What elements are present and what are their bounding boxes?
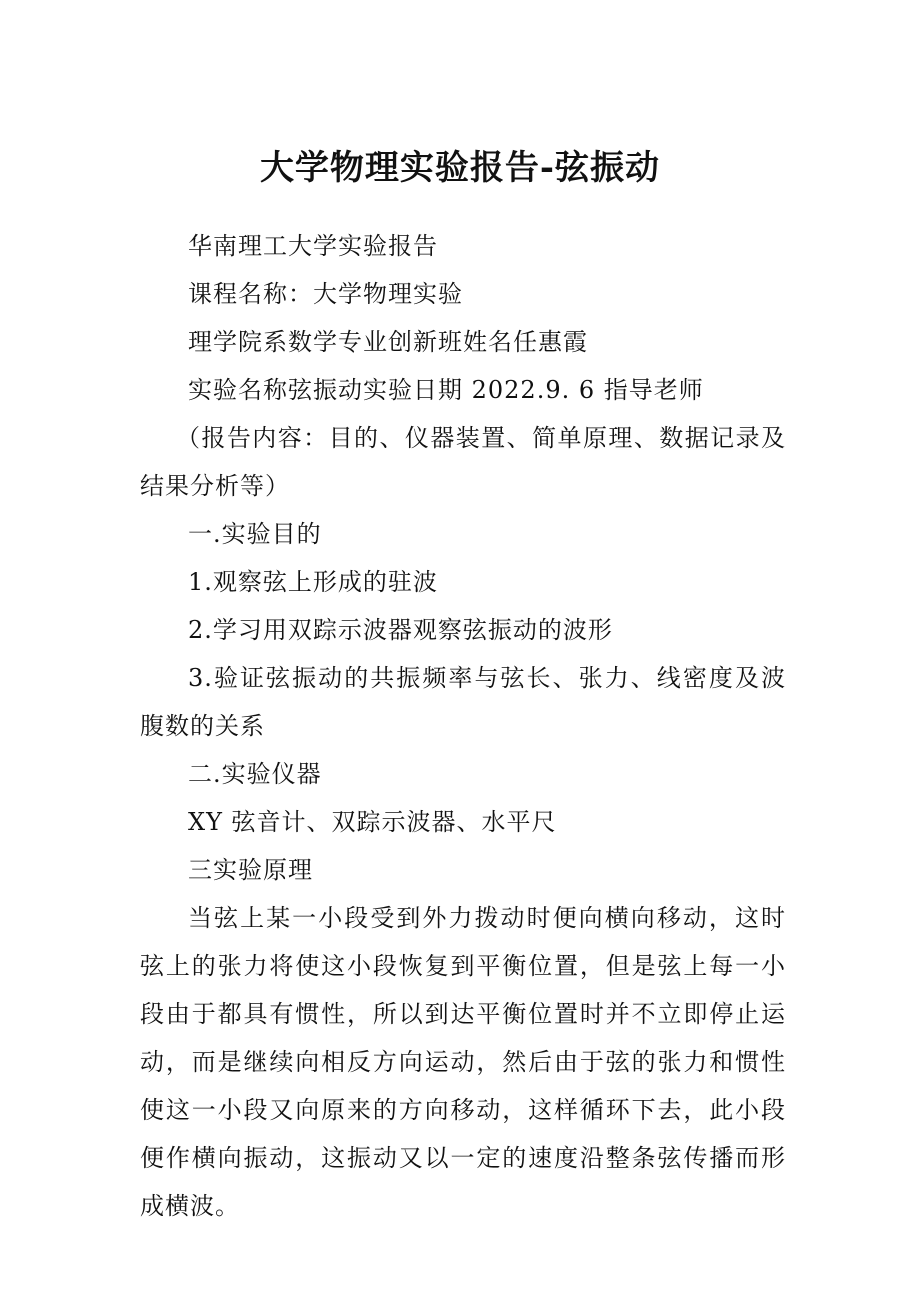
document-body bbox=[140, 222, 786, 1230]
principle-paragraph: 当弦上某一小段受到外力拨动时便向横向移动，这时弦上的张力将使这小段恢复到平衡位置，但是弦上每一小段由于都具有惯性，所以到达平衡位置时并不立即停止运动，而是继续向相反方向运动，然后由于弦的张力和惯性使这一小段又向原来的方向移动，这样循环下去，此小段便作横向振动，这振动又以一定的速度沿整条弦传播而形成横波。 bbox=[140, 904, 786, 1220]
purpose-item-3: 3.验证弦振动的共振频率与弦长、张力、线密度及波腹数的关系 bbox=[140, 664, 786, 740]
purpose-item-2: 2.学习用双踪示波器观察弦振动的波形 bbox=[188, 616, 613, 644]
section-heading-instruments: 二.实验仪器 bbox=[188, 760, 322, 788]
university-line: 华南理工大学实验报告 bbox=[188, 232, 438, 260]
purpose-item-1: 1.观察弦上形成的驻波 bbox=[188, 568, 438, 596]
section-heading-principle: 三实验原理 bbox=[188, 856, 313, 884]
experiment-info-line: 实验名称弦振动实验日期 2022.9. 6 指导老师 bbox=[188, 376, 704, 404]
student-info-line: 理学院系数学专业创新班姓名任惠霞 bbox=[188, 328, 588, 356]
instrument-list: XY 弦音计、双踪示波器、水平尺 bbox=[188, 808, 557, 836]
report-content-note: （报告内容：目的、仪器装置、简单原理、数据记录及结果分析等） bbox=[140, 424, 786, 500]
course-name-line: 课程名称：大学物理实验 bbox=[188, 280, 463, 308]
document-title: 大学物理实验报告-弦振动 bbox=[259, 148, 661, 188]
section-heading-purpose: 一.实验目的 bbox=[188, 520, 322, 548]
